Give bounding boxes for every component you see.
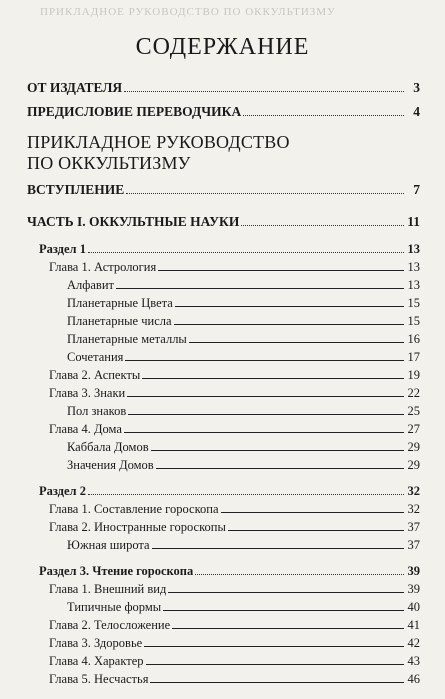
toc-entry-label: Глава 1. Астрология	[49, 260, 157, 274]
book-title	[27, 132, 420, 174]
toc-chapter[interactable]	[39, 366, 420, 384]
toc-subentry[interactable]	[39, 598, 420, 616]
toc-entry-label: ОТ ИЗДАТЕЛЯ	[27, 80, 123, 95]
toc-page-number: 41	[407, 618, 420, 632]
dot-leader	[142, 371, 404, 379]
toc-page-number: 39	[407, 564, 420, 578]
toc-entry-label: Раздел 1	[39, 242, 86, 256]
toc-page-number: 15	[407, 314, 420, 328]
toc-entry-label: Раздел 3. Чтение гороскопа	[39, 564, 194, 578]
toc-subentry[interactable]	[39, 536, 420, 554]
toc-entry-label: Глава 2. Иностранные гороскопы	[49, 520, 226, 534]
toc-page-number: 46	[407, 672, 420, 686]
dot-leader	[152, 541, 404, 549]
toc-page-number: 13	[407, 242, 420, 256]
toc-chapter[interactable]	[39, 518, 420, 536]
toc-page-number: 7	[413, 182, 420, 197]
toc-subentry[interactable]	[39, 438, 420, 456]
toc-page-number: 25	[407, 404, 420, 418]
toc-page-number: 19	[407, 368, 420, 382]
toc-chapter[interactable]	[39, 580, 420, 598]
dot-leader	[128, 407, 404, 415]
dot-leader	[124, 82, 404, 92]
sections-list	[27, 240, 420, 688]
bleed-through-header: ПРИКЛАДНОЕ РУКОВОДСТВО ПО ОККУЛЬТИЗМУ	[40, 6, 336, 18]
toc-entry-label: Глава 5. Несчастья	[49, 672, 149, 686]
toc-page-number: 11	[407, 214, 420, 229]
toc-entry-label: Южная широта	[67, 538, 150, 552]
dot-leader	[175, 299, 404, 307]
toc-chapter[interactable]	[39, 500, 420, 518]
dot-leader	[150, 675, 404, 683]
toc-entry-label: Глава 3. Здоровье	[49, 636, 143, 650]
dot-leader	[189, 335, 404, 343]
toc-entry-label: Алфавит	[67, 278, 114, 292]
toc-chapter[interactable]	[39, 652, 420, 670]
toc-entry-translator-preface[interactable]	[27, 100, 420, 124]
toc-subentry[interactable]	[39, 276, 420, 294]
toc-page-number: 32	[407, 484, 420, 498]
toc-entry-label: Каббала Домов	[67, 440, 149, 454]
toc-entry-publisher[interactable]	[27, 76, 420, 100]
dot-leader	[195, 566, 404, 575]
dot-leader	[163, 603, 404, 611]
toc-page-number: 40	[407, 600, 420, 614]
table-of-contents	[27, 76, 420, 688]
toc-subentry[interactable]	[39, 312, 420, 330]
toc-page-number: 16	[407, 332, 420, 346]
toc-page-number: 37	[407, 538, 420, 552]
toc-entry-label: Планетарные металлы	[67, 332, 187, 346]
toc-chapter[interactable]	[39, 634, 420, 652]
toc-entry-label: Планетарные числа	[67, 314, 172, 328]
dot-leader	[127, 389, 404, 397]
toc-page-number: 32	[407, 502, 420, 516]
toc-subentry[interactable]	[39, 456, 420, 474]
dot-leader	[124, 425, 404, 433]
toc-chapter[interactable]	[39, 616, 420, 634]
toc-entry-label: Глава 4. Характер	[49, 654, 144, 668]
toc-page-number: 29	[407, 440, 420, 454]
dot-leader	[174, 317, 404, 325]
toc-page-number: 13	[407, 260, 420, 274]
dot-leader	[126, 184, 404, 194]
toc-subentry[interactable]	[39, 348, 420, 366]
toc-entry-label: ЧАСТЬ I. ОККУЛЬТНЫЕ НАУКИ	[27, 214, 240, 229]
toc-page-number: 17	[407, 350, 420, 364]
toc-entry-label: Планетарные Цвета	[67, 296, 173, 310]
dot-leader	[144, 639, 404, 647]
toc-entry-part-1[interactable]	[27, 210, 420, 234]
toc-entry-label: Типичные формы	[67, 600, 162, 614]
dot-leader	[146, 657, 404, 665]
dot-leader	[228, 523, 404, 531]
dot-leader	[168, 585, 404, 593]
dot-leader	[221, 505, 404, 513]
toc-entry-label: Глава 1. Составление гороскопа	[49, 502, 219, 516]
dot-leader	[88, 486, 404, 495]
toc-chapter[interactable]	[39, 384, 420, 402]
toc-entry-label: ВСТУПЛЕНИЕ	[27, 182, 125, 197]
toc-entry-label: Значения Домов	[67, 458, 154, 472]
toc-chapter[interactable]	[39, 258, 420, 276]
dot-leader	[116, 281, 404, 289]
dot-leader	[151, 443, 404, 451]
toc-section-1[interactable]	[39, 240, 420, 258]
toc-chapter[interactable]	[39, 670, 420, 688]
dot-leader	[158, 263, 404, 271]
toc-page-number: 39	[407, 582, 420, 596]
toc-page-number: 22	[407, 386, 420, 400]
toc-page-number: 27	[407, 422, 420, 436]
page-title: СОДЕРЖАНИЕ	[135, 34, 310, 60]
toc-entry-label: Глава 2. Телосложение	[49, 618, 171, 632]
dot-leader	[172, 621, 404, 629]
toc-entry-label: Сочетания	[67, 350, 124, 364]
toc-entry-label: Глава 4. Дома	[49, 422, 122, 436]
toc-page-number: 15	[407, 296, 420, 310]
dot-leader	[125, 353, 404, 361]
toc-entry-label: Глава 1. Внешний вид	[49, 582, 167, 596]
toc-subentry[interactable]	[39, 402, 420, 420]
toc-page-number: 43	[407, 654, 420, 668]
toc-subentry[interactable]	[39, 294, 420, 312]
book-title-line: ПРИКЛАДНОЕ РУКОВОДСТВО	[27, 132, 290, 152]
toc-entry-label: ПРЕДИСЛОВИЕ ПЕРЕВОДЧИКА	[27, 104, 242, 119]
dot-leader	[88, 244, 404, 253]
toc-page-number: 42	[407, 636, 420, 650]
dot-leader	[156, 461, 404, 469]
toc-chapter[interactable]	[39, 420, 420, 438]
toc-page-number: 13	[407, 278, 420, 292]
toc-section-3[interactable]	[39, 562, 420, 580]
toc-entry-intro[interactable]	[27, 178, 420, 202]
toc-entry-label: Раздел 2	[39, 484, 86, 498]
toc-page-number: 37	[407, 520, 420, 534]
toc-page-number: 29	[407, 458, 420, 472]
toc-page-number: 3	[413, 80, 420, 95]
toc-section-2[interactable]	[39, 482, 420, 500]
toc-subentry[interactable]	[39, 330, 420, 348]
toc-entry-label: Пол знаков	[67, 404, 127, 418]
toc-entry-label: Глава 3. Знаки	[49, 386, 126, 400]
toc-page-number: 4	[413, 104, 420, 119]
book-title-line: ПО ОККУЛЬТИЗМУ	[27, 153, 191, 173]
dot-leader	[243, 106, 404, 116]
dot-leader	[241, 216, 404, 226]
toc-entry-label: Глава 2. Аспекты	[49, 368, 141, 382]
